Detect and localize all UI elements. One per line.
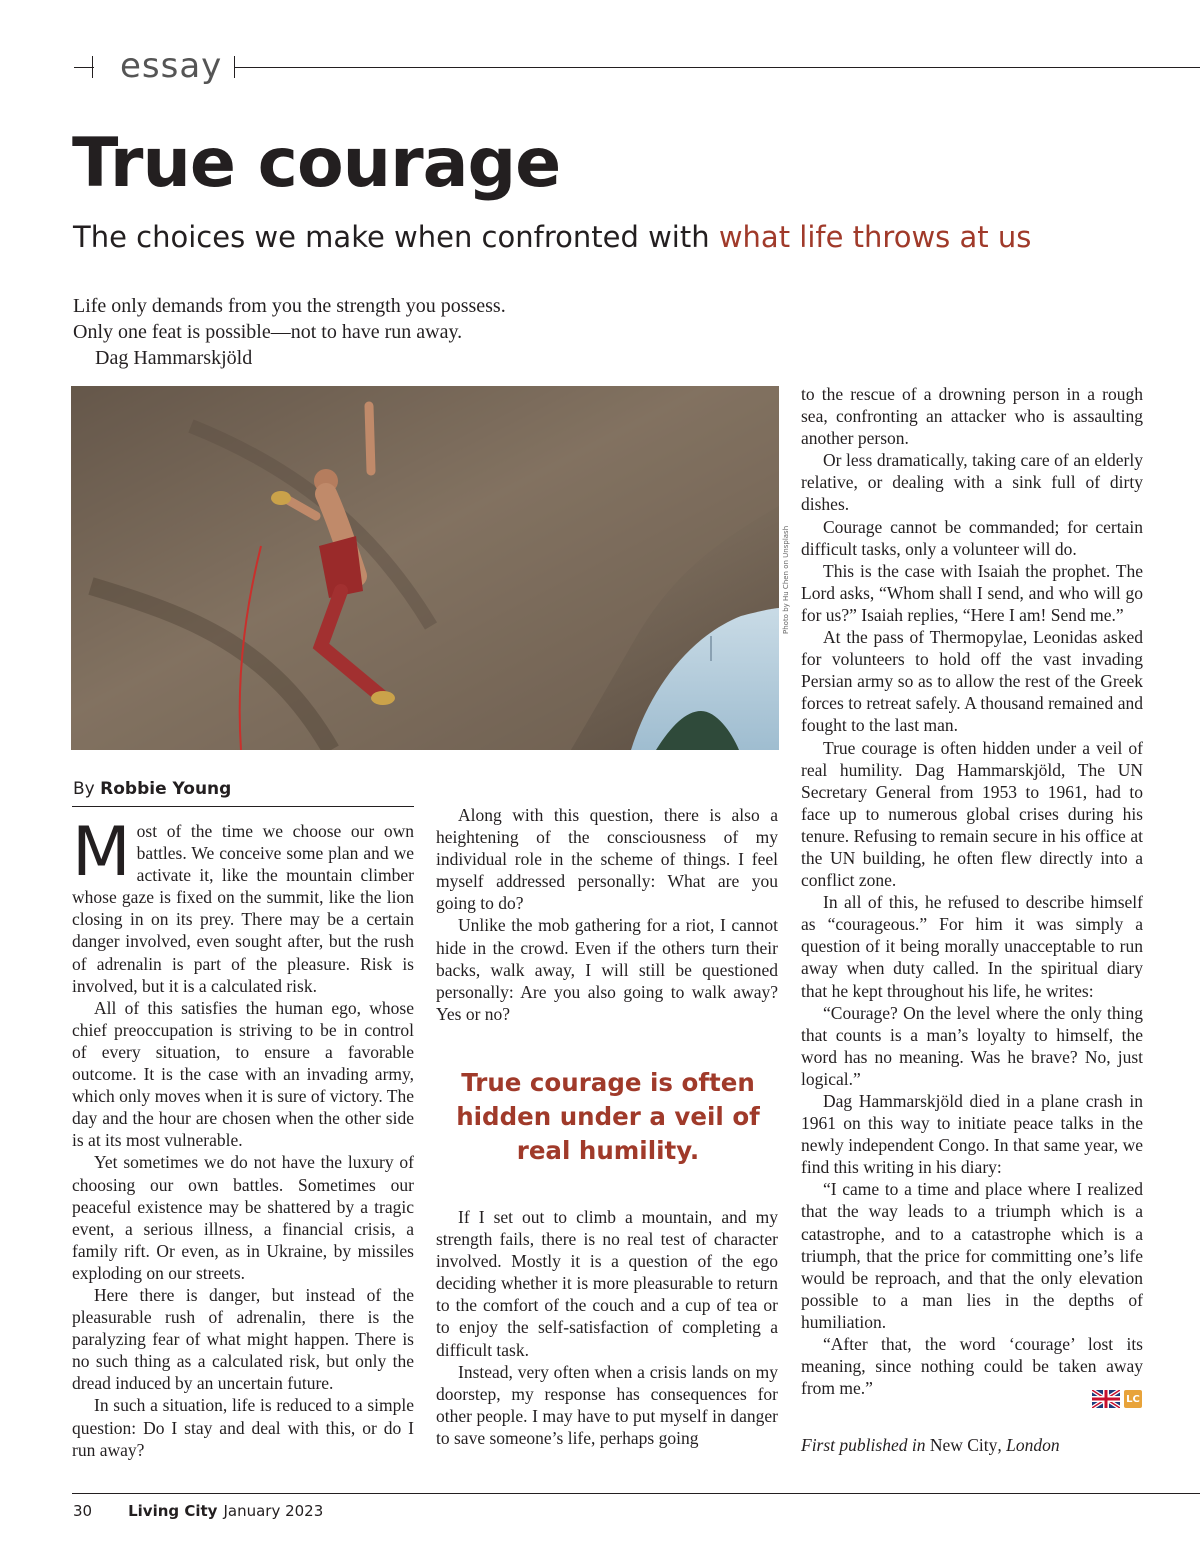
- paragraph: All of this satisfies the human ego, whose chief preoccupation is striving to be in control of every situation, to ensure a favorable outcome. It is the case with an invading army, which only moves when it is sure of victory. The day and the hour are chosen when the other side is at its most vulnerable.: [72, 997, 414, 1151]
- section-label: essay: [120, 46, 223, 86]
- section-tick: [92, 56, 93, 78]
- paragraph: If I set out to climb a mountain, and my strength fails, there is no real test of character involved. Mostly it is a question of the ego deciding whether it is more pleasurable to return to the comfort of the couch and a cup of tea or to enjoy the self-satisfaction of completing a difficult task.: [436, 1207, 778, 1360]
- epigraph-line: Only one feat is possible—not to have run away.: [73, 321, 463, 343]
- living-city-logo-icon: LC: [1124, 1390, 1142, 1408]
- epigraph-line: Life only demands from you the strength you possess.: [73, 295, 506, 317]
- section-rule-left: [74, 67, 94, 68]
- source-name: New City: [929, 1435, 998, 1455]
- dropcap: M: [72, 813, 131, 892]
- paragraph: At the pass of Thermopylae, Leonidas asked for volunteers to hold off the vast invading Persian army so as to allow the rest of the Greek forces to retreat safely. A thousand remained and fought to the last man.: [801, 627, 1143, 736]
- article-subtitle: [73, 220, 1031, 254]
- paragraph: In all of this, he refused to describe himself as “courageous.” For him it was simply a question of it being morally unacceptable to run away when duty called. In the spiritual diary that he kept throughout his life, he writes:: [801, 892, 1143, 1001]
- byline-author: Robbie Young: [100, 779, 232, 799]
- paragraph: “After that, the word ‘courage’ lost its meaning, since nothing could be taken away from me.”: [801, 1334, 1143, 1399]
- page-footer: [73, 1502, 323, 1520]
- subtitle-plain: The choices we make when confronted with: [73, 220, 719, 254]
- paragraph: Instead, very often when a crisis lands on my doorstep, my response has consequences for other people. I may have to put myself in danger to save someone’s life, perhaps going: [436, 1361, 778, 1448]
- paragraph: True courage is often hidden under a veil of real humility. Dag Hammarskjöld, The UN Secretary General from 1953 to 1961, had to face up to numerous global crises during his tenure. Refusing to remain secure in his office at the UN building, he often flew directly into a conflict zone.: [801, 737, 1143, 891]
- issue-date: January 2023: [223, 1502, 324, 1520]
- paragraph: Along with this question, there is also a heightening of the consciousness of my individual role in the scheme of things. I feel myself addressed personally: What are you going to do?: [436, 805, 778, 914]
- pull-quote: True courage is often hidden under a veil of real humility.: [456, 1068, 760, 1165]
- climber-photo: [71, 386, 779, 750]
- epigraph: [73, 293, 506, 371]
- section-rule-right: [234, 67, 1200, 68]
- paragraph: [72, 813, 414, 997]
- byline: [73, 779, 231, 799]
- source-suffix: , London: [997, 1435, 1060, 1455]
- paragraph-text: ost of the time we choose our own battles. We conceive some plan and we activate it, like the mountain climber whose gaze is fixed on the summit, like the lion closing in on its prey. There may be a certain danger involved, even sought after, but the rush of adrenalin is part of the pleasure. Risk is involved, but it is a calculated risk.: [72, 821, 414, 996]
- byline-rule: [72, 806, 414, 807]
- paragraph: Courage cannot be commanded; for certain difficult tasks, only a volunteer will do.: [801, 516, 1143, 559]
- article-title: True courage: [72, 124, 561, 203]
- paragraph: “I came to a time and place where I realized that the way leads to a triumph which is a catastrophe, and to a catastrophe which is a triumph, that the price for committing one’s life would be reproach, and that the only elevation possible to a man lies in the depths of humiliation.: [801, 1179, 1143, 1332]
- paragraph: Dag Hammarskjöld died in a plane crash in 1961 on this way to initiate peace talks in the newly independent Congo. In that same year, we find this writing in his diary:: [801, 1091, 1143, 1178]
- subtitle-accent: what life throws at us: [718, 220, 1032, 254]
- paragraph: Here there is danger, but instead of the pleasurable rush of adrenalin, there is the paralyzing fear of what might happen. There is no such thing as a calculated risk, but only the dread induced by an uncertain future.: [72, 1284, 414, 1394]
- page-number: 30: [73, 1502, 93, 1520]
- paragraph: “Courage? On the level where the only thing that counts is a man’s loyalty to himself, the word has no meaning. Was he brave? No, just logical.”: [801, 1002, 1143, 1089]
- paragraph: Yet sometimes we do not have the luxury of choosing our own battles. Sometimes our peaceful existence may be shattered by a tragic event, a serious illness, a financial crisis, a family rift. Or even, as in Ukraine, by missiles exploding on our streets.: [72, 1152, 414, 1283]
- byline-prefix: By: [73, 779, 101, 799]
- end-marks: [1092, 1390, 1142, 1408]
- column-1: [72, 813, 414, 1461]
- source-note: [801, 1435, 1060, 1456]
- photo-credit: Photo by Hu Chen on Unsplash: [782, 525, 790, 634]
- column-2-top: [436, 804, 778, 1025]
- paragraph: In such a situation, life is reduced to a simple question: Do I stay and deal with this, or do I run away?: [72, 1395, 414, 1460]
- magazine-name: Living City: [128, 1502, 218, 1520]
- paragraph: This is the case with Isaiah the prophet. The Lord asks, “Whom shall I send, and who will go for us?” Isaiah replies, “Here I am! Send me.”: [801, 560, 1143, 625]
- uk-flag-icon: [1092, 1390, 1120, 1408]
- epigraph-attribution: Dag Hammarskjöld: [95, 347, 253, 369]
- footer-rule: [72, 1493, 1200, 1494]
- climber-illustration: [71, 386, 779, 750]
- paragraph: to the rescue of a drowning person in a rough sea, confronting an attacker who is assaulting another person.: [801, 384, 1143, 449]
- paragraph: Unlike the mob gathering for a riot, I cannot hide in the crowd. Even if the others turn their backs, walk away, I will still be questioned personally: Are you also going to walk away? Yes or no?: [436, 915, 778, 1024]
- column-3: [801, 383, 1143, 1399]
- column-2-bottom: [436, 1206, 778, 1449]
- source-prefix: First published in: [801, 1435, 930, 1455]
- paragraph: Or less dramatically, taking care of an elderly relative, or dealing with a sink full of dirty dishes.: [801, 450, 1143, 515]
